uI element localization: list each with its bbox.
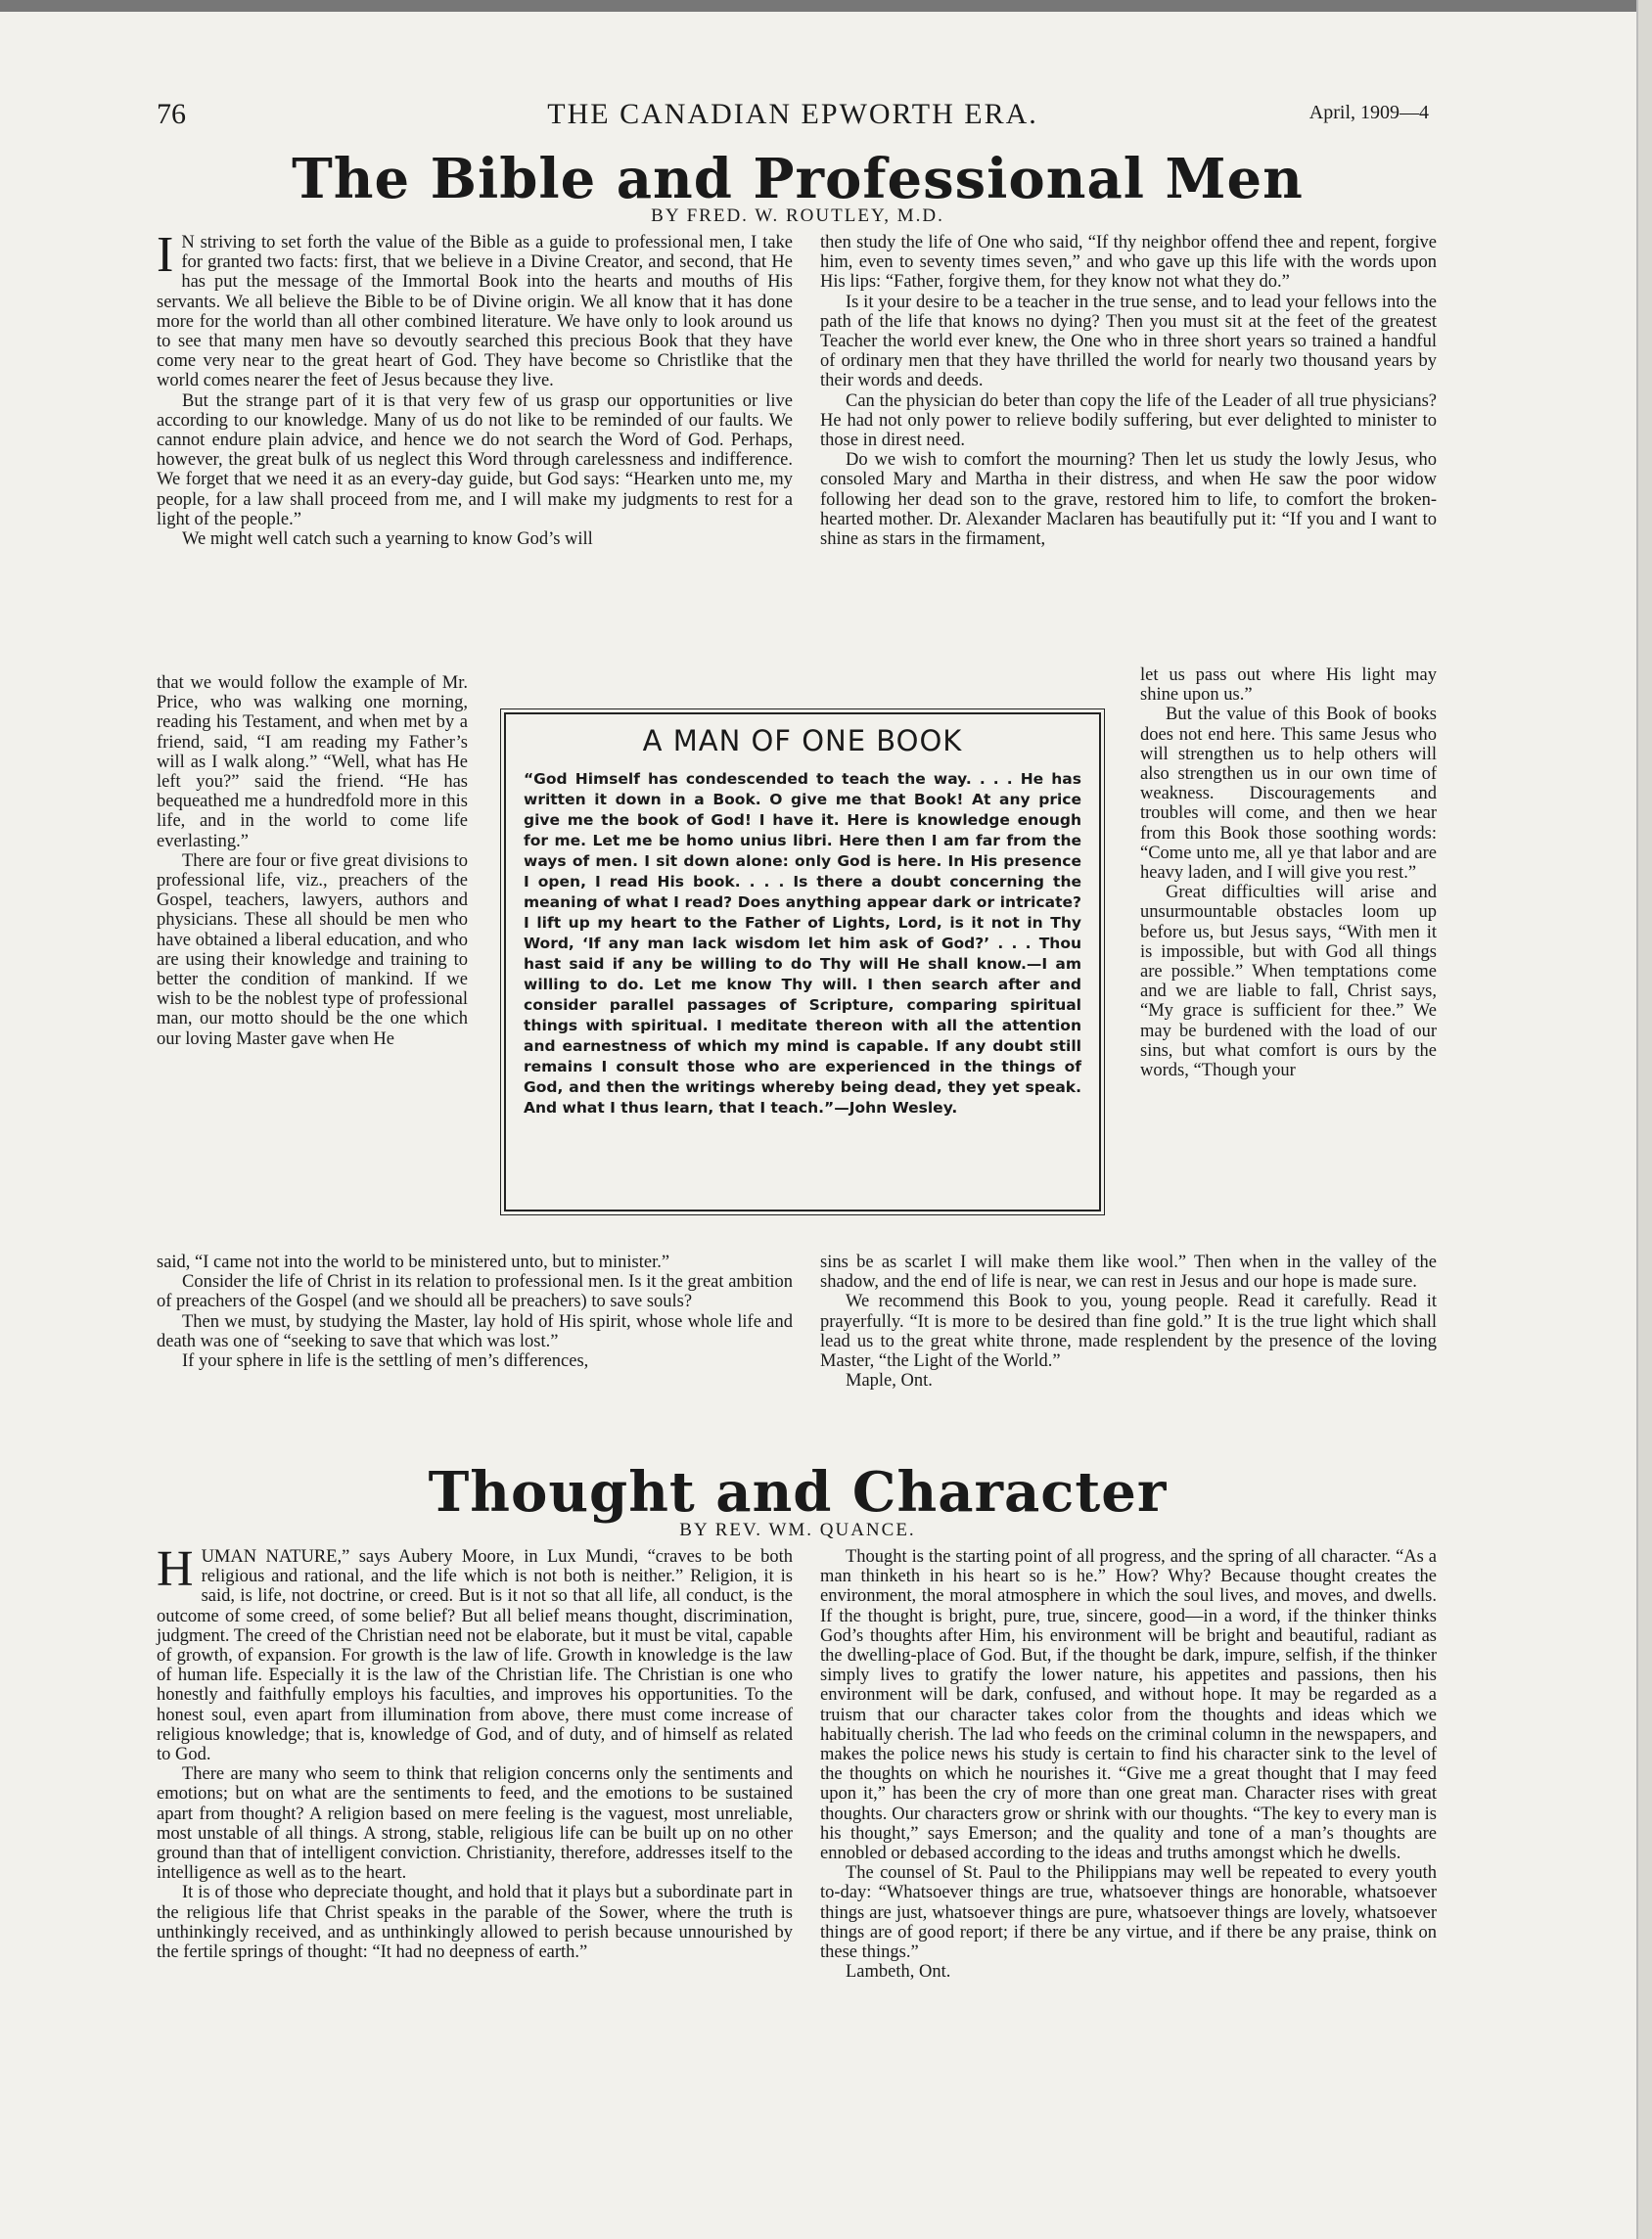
issue-date: April, 1909—4 <box>1308 102 1429 123</box>
article1-column-1 <box>157 227 793 550</box>
article1-column-2 <box>820 233 1437 549</box>
article1-column-2-bottom <box>820 1253 1437 1391</box>
article2-para: There are many who seem to think that religion concerns only the sentiments and emotions; but on what are the sentiments to feed, and the emotions to be sustained apart from thought? A religion based on mere feeling is the vaguest, most unreliable, most unstable of all things. A strong, stable, religious life can be built up on no other ground than that of intelligent conviction. Christianity, therefore, addresses itself to the intelligence as well as to the heart. <box>157 1764 793 1884</box>
article1-para: Great difficulties will arise and unsurmountable obstacles loom up before us, but Jesus says, “With men it is impossible, but with God all things are possible.” When temptations come and we are liable to fall, Christ says, “My grace is sufficient for thee.” We may be burdened with the load of our sins, but what comfort is ours by the words, “Though your <box>1140 883 1437 1081</box>
article2-column-2 <box>820 1547 1437 1982</box>
article2-title: Thought and Character <box>428 1460 1168 1525</box>
sidebar-quote: “God Himself has condescended to teach the way. . . . He has written it down in a Book. O give me that Book! At any price give me the book of God! I have it. Here is knowledge enough for me. Let me be homo unius libri. Here then I am far from the ways of men. I sit down alone: only God is here. In His presence I open, I read His book. . . . Is there a doubt concerning the meaning of what I read? Does anything appear dark or intricate? I lift up my heart to the Father of Lights, Lord, is it not in Thy Word, ‘If any man lack wisdom let him ask of God?’ . . . Thou hast said if any be willing to do Thy will He shall know.—I am willing to do. Let me know Thy will. I then search after and consider parallel passages of Scripture, comparing spiritual things with spiritual. I meditate thereon with all the attention and earnestness of which my mind is capable. If any doubt still remains I consult those who are experienced in the things of God, and then the writings whereby being dead, they yet speak. And what I thus learn, that I teach.”—John Wesley. <box>524 770 1081 1117</box>
article1-para: But the strange part of it is that very few of us grasp our opportunities or live according to our knowledge. Many of us do not like to be reminded of our faults. We cannot endure plain advice, and hence we do not search the Word of God. Perhaps, however, the great bulk of us neglect this Word through carelessness and indifference. We forget that we need it as an every-day guide, but God says: “Hearken unto me, my people, for a law shall proceed from me, and I will make my judgments to rest for a light of the people.” <box>157 390 793 529</box>
article1-para: that we would follow the example of Mr. Price, who was walking one morning, reading his Testament, and when met by a friend, said, “I am reading my Father’s will as I walk along.” “Well, what has He left you?” said the friend. “He has bequeathed me a hundredfold more in this life, and in the world to come life everlasting.” <box>157 673 468 851</box>
article1-para: Can the physician do beter than copy the life of the Leader of all true physicians? He had not only power to relieve bodily suffering, but ever delighted to minister to those in direst need. <box>820 390 1437 451</box>
sidebar-title: A MAN OF ONE BOOK <box>642 724 963 757</box>
article1-para: Is it your desire to be a teacher in the true sense, and to lead your fellows into the path of the life that knows no dying? Then you must sit at the feet of the greatest Teacher the world ever knew, the One who in three short years so trained a handful of ordinary men that they have thrilled the world for nearly two thousand years by their words and deeds. <box>820 292 1437 391</box>
article1-para: There are four or five great divisions to professional life, viz., preachers of the Gospel, teachers, lawyers, authors and physicians. These all should be men who have obtained a liberal education, and who are using their knowledge and training to better the condition of mankind. If we wish to be the noblest type of professional man, our motto should be the one which our loving Master gave when He <box>157 850 468 1049</box>
article2-dropcap: H <box>157 1541 194 1597</box>
article1-para: let us pass out where His light may shine upon us.” <box>1140 665 1437 706</box>
scan-top-edge <box>0 0 1652 12</box>
masthead: THE CANADIAN EPWORTH ERA. <box>547 98 1038 130</box>
article1-para: We recommend this Book to you, young people. Read it carefully. Read it prayerfully. “It is more to be desired than fine gold.” It is the true light which shall lead us to the great white throne, made resplendent by the presence of the loving Master, “the Light of the World.” <box>820 1292 1437 1372</box>
article1-para: I N striving to set forth the value of the Bible as a guide to professional men, I take for granted two facts: first, that we believe in a Divine Creator, and second, that He has put the message of the Immortal Book into the hearts and mouths of His servants. We all believe the Bible to be of Divine origin. We all know that it has done more for the world than all other combined literature. We have only to look around us to see that many men have so devoutly searched this precious Book that they have come very near to the great heart of God. They have become so Christlike that the world comes nearer the feet of Jesus because they live. <box>157 227 793 391</box>
running-header <box>157 98 1429 133</box>
article1-para: said, “I came not into the world to be ministered unto, but to minister.” <box>157 1253 670 1272</box>
article1-byline: BY FRED. W. ROUTLEY, M.D. <box>651 206 944 226</box>
article1-signoff: Maple, Ont. <box>846 1371 933 1392</box>
article1-para: We might well catch such a yearning to know God’s will <box>182 529 593 550</box>
article2-para: Thought is the starting point of all progress, and the spring of all character. “As a man thinketh in his heart so is he.” How? Why? Because thought creates the environment, the moral atmosphere in which the soul lives, and moves, and dwells. If the thought is bright, pure, true, sincere, good—in a word, if the thinker thinks God’s thoughts after Him, his environment will be bright and beautiful, radiant as the dwelling-place of God. But, if the thought be dark, impure, selfish, if the thinker simply lives to gratify the lower nature, his appetites and passions, then his environment will be dark, confused, and without hope. It may be regarded as a truism that our character takes color from the thoughts and ideas which we habitually cherish. The lad who feeds on the criminal column in the newspapers, and makes the police news his study is certain to find his character sink to the level of the thoughts on which he nourishes it. “Give me a great thought that I may feed upon it,” has been the cry of more than one great man. Character rises with great thoughts. Our characters grow or shrink with our thoughts. “The key to every man is his thought,” says Emerson; and the quality and tone of a man’s thoughts are ennobled or debased according to the ideas and truths amongst which he dwells. <box>820 1547 1437 1864</box>
article2-para: It is of those who depreciate thought, and hold that it plays but a subordinate part in the religious life that Christ speaks in the parable of the Sower, where the truth is unthinkingly received, and as unthinkingly allowed to perish because unnourished by the fertile springs of thought: “It had no deepness of earth.” <box>157 1883 793 1963</box>
article2-para: HUMAN NATURE,” says Aubery Moore, in Lux Mundi, “craves to be both religious and rational, and the life which is not both is neither.” Religion, it is said, is life, not doctrine, or creed. But is it not so that all life, all conduct, is the outcome of some creed, of some belief? But all belief means thought, discrimination, judgment. The creed of the Christian need not be elaborate, but it must be vital, capable of growth, of expansion. For growth is the law of life. Growth in knowledge is the law of human life. Especially it is the law of the Christian life. The Christian is one who honestly and faithfully employs his faculties, and improves his opportunities. To the honest soul, even apart from illumination from above, there must come increase of religious knowledge; that is, knowledge of God, and of duty, and of himself as related to God. <box>157 1541 793 1765</box>
article1-title: The Bible and Professional Men <box>292 147 1304 211</box>
scan-binding-edge <box>1636 0 1652 2239</box>
article1-column-1-bottom <box>157 1253 793 1371</box>
article2-column-1 <box>157 1541 793 1963</box>
article2-signoff: Lambeth, Ont. <box>846 1962 951 1983</box>
article1-para: If your sphere in life is the settling of men’s differences, <box>182 1351 589 1372</box>
article1-para: sins be as scarlet I will make them like wool.” Then when in the valley of the shadow, and the end of life is near, we can rest in Jesus and our hope is made sure. <box>820 1253 1437 1293</box>
article2-para: The counsel of St. Paul to the Philippians may well be repeated to every youth to-day: “Whatsoever things are true, whatsoever things are honorable, whatsoever things are just, whatsoever things are pure, whatsoever things are lovely, whatsoever things are of good report; if there be any virtue, and if there be any praise, think on these things.” <box>820 1863 1437 1963</box>
article1-para: But the value of this Book of books does not end here. This same Jesus who will strengthen us to help others will also strengthen us in our own time of weakness. Discouragements and troubles will come, and then we hear from this Book those soothing words: “Come unto me, all ye that labor and are heavy laden, and I will give you rest.” <box>1140 705 1437 884</box>
article1-column-2-narrow <box>1140 665 1437 1080</box>
article1-para: then study the life of One who said, “If thy neighbor offend thee and repent, forgive him, even to seventy times seven,” and who gave up this life with the words upon His lips: “Father, forgive them, for they know not what they do.” <box>820 233 1437 293</box>
article1-dropcap: I <box>157 227 174 283</box>
article1-para: Do we wish to comfort the mourning? Then let us study the lowly Jesus, who consoled Mary and Martha in their distress, and when He saw the poor widow following her dead son to the grave, restored him to life, to comfort the broken-hearted mother. Dr. Alexander Maclaren has beautifully put it: “If you and I want to shine as stars in the firmament, <box>820 450 1437 550</box>
article2-byline: BY REV. WM. QUANCE. <box>679 1520 916 1540</box>
article1-para: Consider the life of Christ in its relation to professional men. Is it the great ambition of preachers of the Gospel (and we should all be preachers) to save souls? <box>157 1272 793 1312</box>
sidebar-box <box>504 712 1101 1211</box>
article1-para: Then we must, by studying the Master, lay hold of His spirit, whose whole life and death was one of “seeking to save that which was lost.” <box>157 1311 793 1351</box>
article1-column-1-narrow <box>157 673 468 1049</box>
page-number: 76 <box>157 98 186 130</box>
